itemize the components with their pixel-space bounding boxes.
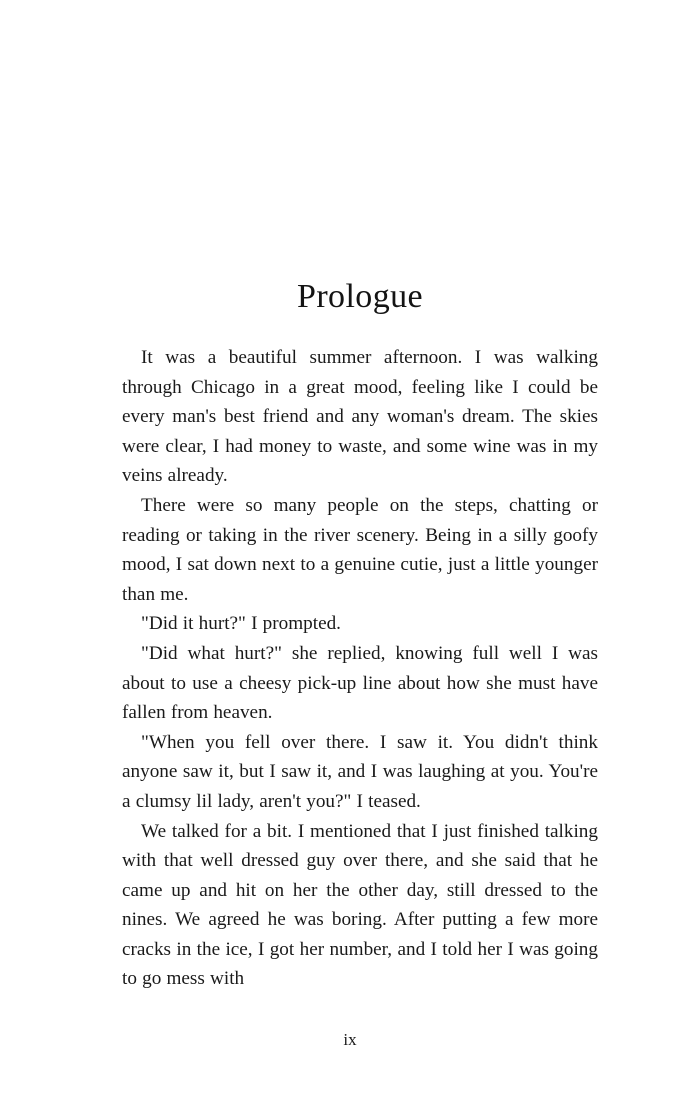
paragraph: "When you fell over there. I saw it. You didn't think anyone saw it, but I saw it, and I was laughing at you. You're a clumsy lil lady, aren't you?" I teased. [122, 731, 598, 812]
body-copy [122, 343, 598, 994]
page-number: ix [343, 1030, 357, 1049]
paragraph: "Did what hurt?" she replied, knowing full well I was about to use a cheesy pick-up line about how she must have fallen from heaven. [122, 642, 598, 724]
paragraph: It was a beautiful summer afternoon. I was walking through Chicago in a great mood, feeling like I could be every man's best friend and any woman's dream. The skies were clear, I had money to waste, and some wine was in my veins already. [122, 347, 598, 487]
text-column [122, 0, 598, 994]
paragraph: We talked for a bit. I mentioned that I just finished talking with that well dressed guy over there, and she said that he came up and hit on her the other day, still dressed to the nines. We agreed he was boring. After putting a few more cracks in the ice, I got her number, and I told her I was going to go mess with [122, 820, 598, 990]
page-title: Prologue [297, 278, 423, 315]
paragraph: There were so many people on the steps, chatting or reading or taking in the river scenery. Being in a silly goofy mood, I sat down next to a genuine cutie, just a little younger than me. [122, 494, 598, 605]
paragraph: "Did it hurt?" I prompted. [141, 613, 341, 635]
